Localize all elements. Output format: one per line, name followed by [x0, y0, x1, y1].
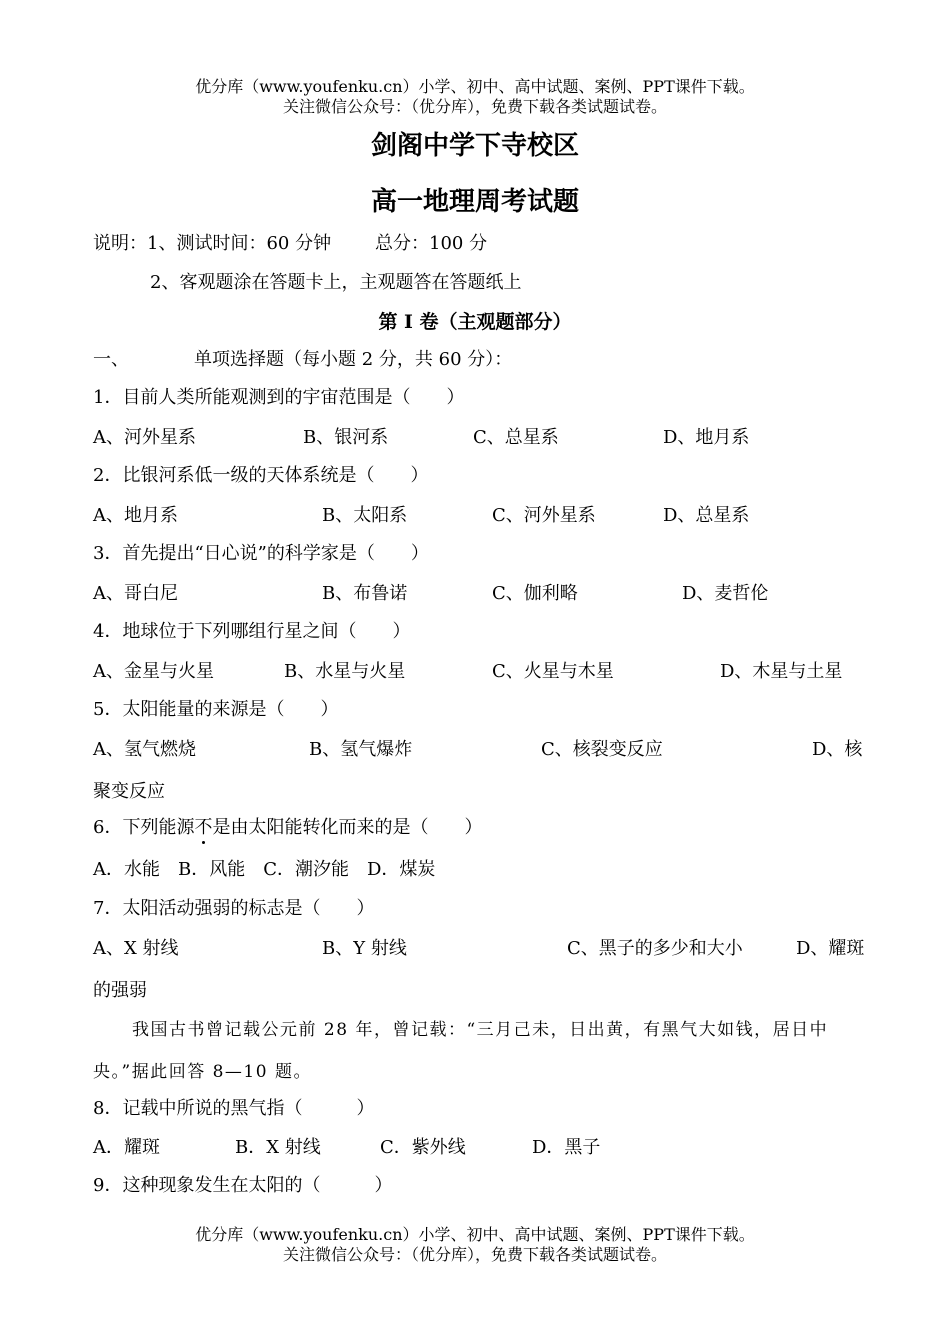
- question-3-option-a: A、哥白尼: [93, 583, 178, 604]
- instruction-score: 总分：100 分: [375, 233, 488, 254]
- question-6-options: A．水能 B．风能 C．潮汐能 D．煤炭: [93, 859, 436, 880]
- question-2-option-a: A、地月系: [93, 505, 178, 526]
- question-8-option-c: C．紫外线: [380, 1137, 466, 1158]
- question-4-option-d: D、木星与土星: [720, 661, 843, 682]
- instruction-answer-sheet: 2、客观题涂在答题卡上，主观题答在答题纸上: [150, 272, 522, 293]
- question-4-stem: 4．地球位于下列哪组行星之间（ ）: [93, 621, 411, 642]
- question-1-option-d: D、地月系: [663, 427, 750, 448]
- question-7-stem: 7．太阳活动强弱的标志是（ ）: [93, 898, 375, 919]
- question-5-option-d: D、核: [812, 739, 863, 760]
- question-1-option-a: A、河外星系: [93, 427, 196, 448]
- question-9-stem: 9．这种现象发生在太阳的（ ）: [93, 1175, 393, 1196]
- question-8-option-b: B．X 射线: [235, 1137, 321, 1158]
- header-line-2: 关注微信公众号：（优分库），免费下载各类试题试卷。: [282, 97, 667, 116]
- header-line-1: 优分库（www.youfenku.cn）小学、初中、高中试题、案例、PPT课件下载。: [195, 77, 755, 96]
- part-number: 一、: [93, 349, 129, 370]
- part-heading: 单项选择题（每小题 2 分，共 60 分）：: [194, 349, 513, 370]
- question-5-option-c: C、核裂变反应: [541, 739, 663, 760]
- question-7-option-c: C、黑子的多少和大小: [567, 938, 743, 959]
- question-1-option-c: C、总星系: [473, 427, 559, 448]
- question-4-option-c: C、火星与木星: [492, 661, 614, 682]
- question-3-option-d: D、麦哲伦: [682, 583, 769, 604]
- question-6-stem-post: 是由太阳能转化而来的是（ ）: [212, 817, 483, 838]
- question-8-stem: 8．记载中所说的黑气指（ ）: [93, 1098, 375, 1119]
- question-2-option-b: B、太阳系: [322, 505, 408, 526]
- question-1-stem: 1．目前人类所能观测到的宇宙范围是（ ）: [93, 387, 465, 408]
- question-2-option-d: D、总星系: [663, 505, 750, 526]
- question-7-option-a: A、X 射线: [93, 938, 179, 959]
- question-5-option-b: B、氢气爆炸: [309, 739, 413, 760]
- question-7-option-d: D、耀斑: [796, 938, 865, 959]
- passage-line-2: 央。”据此回答 8—10 题。: [93, 1062, 312, 1082]
- question-6-stem-pre: 6．下列能源: [93, 817, 195, 838]
- question-4-option-a: A、金星与火星: [93, 661, 214, 682]
- question-3-option-c: C、伽利略: [492, 583, 578, 604]
- question-7-continuation: 的强弱: [93, 980, 147, 1001]
- question-3-stem: 3．首先提出“日心说”的科学家是（ ）: [93, 543, 429, 564]
- question-8-option-d: D．黑子: [532, 1137, 601, 1158]
- question-5-continuation: 聚变反应: [93, 781, 165, 802]
- school-title: 剑阁中学下寺校区: [370, 131, 579, 161]
- question-7-option-b: B、Y 射线: [322, 938, 407, 959]
- question-1-option-b: B、银河系: [303, 427, 389, 448]
- question-3-option-b: B、布鲁诺: [322, 583, 408, 604]
- question-5-stem: 5．太阳能量的来源是（ ）: [93, 699, 339, 720]
- question-4-option-b: B、水星与火星: [284, 661, 406, 682]
- question-8-option-a: A．耀斑: [93, 1137, 160, 1158]
- emphasis-dot-not: 不: [194, 817, 213, 838]
- passage-line-1: 我国古书曾记载公元前 28 年，曾记载：“三月己未，日出黄，有黑气大如钱，居日中: [132, 1020, 829, 1040]
- exam-title: 高一地理周考试题: [370, 187, 579, 217]
- instruction-time: 说明：1、测试时间：60 分钟: [93, 233, 332, 254]
- section-title: 第 I 卷（主观题部分）: [378, 311, 572, 333]
- question-2-stem: 2．比银河系低一级的天体系统是（ ）: [93, 465, 429, 486]
- footer-line-2: 关注微信公众号：（优分库），免费下载各类试题试卷。: [282, 1245, 667, 1264]
- question-5-option-a: A、氢气燃烧: [93, 739, 196, 760]
- footer-line-1: 优分库（www.youfenku.cn）小学、初中、高中试题、案例、PPT课件下载。: [195, 1225, 755, 1244]
- question-2-option-c: C、河外星系: [492, 505, 596, 526]
- question-6-stem: [93, 817, 482, 839]
